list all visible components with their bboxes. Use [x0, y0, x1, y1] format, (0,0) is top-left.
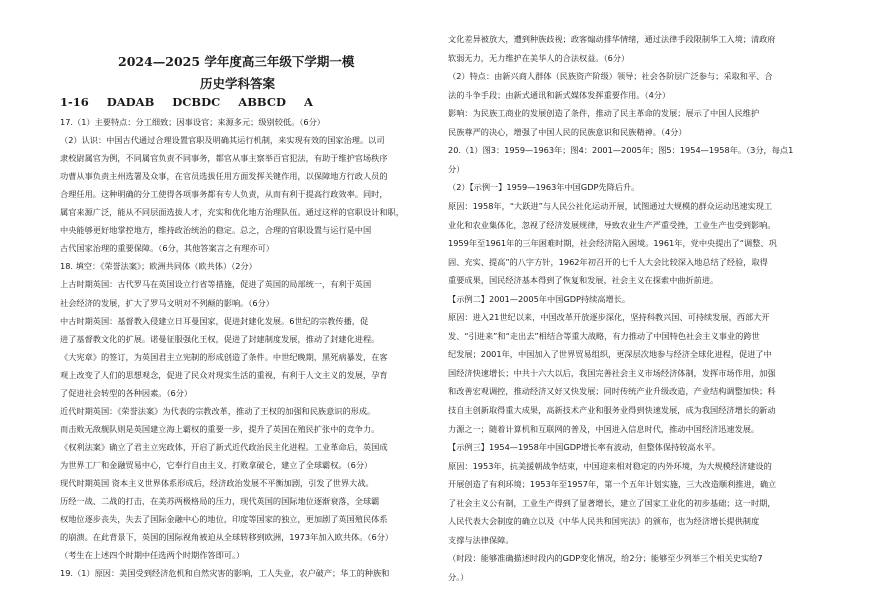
text-line: 功曹从事负责主州选署及众事，在官员选拔任用方面发挥关键作用，以保障地方行政人员的	[60, 171, 388, 182]
text-line: 近代时期英国：《荣誉法案》为代表的宗教改革，推动了王权的加强和民族意识的形成。	[60, 405, 376, 416]
text-line: （2）【示例一】1959—1963年中国GDP先降后升。	[448, 182, 640, 193]
text-line: （2）特点：由新兴商人群体（民族资产阶级）领导；社会各阶层广泛参与；采取和平、合	[448, 71, 773, 82]
text-line: 社会经济的发展，扩大了罗马文明对不列颠的影响。（6分）	[60, 297, 274, 308]
text-line: 【示例三】1954—1958年中国GDP增长率有波动，但整体保持较高水平。	[448, 442, 721, 453]
text-line: 原因：进入21世纪以来，中国改革开放逐步深化，坚持科教兴国、可持续发展，西部大开	[448, 312, 770, 323]
text-line: 纪发展；2001年，中国加入了世界贸易组织，更深层次地参与经济全球化进程，促进了中	[448, 349, 772, 360]
text-line: 《大宪章》的签订，为英国君主立宪制的形成创造了条件。中世纪晚期，黑死病暴发，在客	[60, 351, 388, 362]
text-line: 人民代表大会制度的确立以及《中华人民共和国宪法》的颁布，也为经济增长提供制度	[448, 516, 760, 527]
text-line: 合理任用。这种明确的分工使得各项事务都有专人负责，从而有利于提高行政效率。同时，	[60, 189, 388, 200]
text-line: 国经济快速增长；中共十六大以后，我国完善社会主义市场经济体制，发挥市场作用，加强	[448, 367, 776, 378]
text-line: 为世界工厂和金融贸易中心，它奉行自由主义、打败拿破仑，建立了全球霸权。（6分）	[60, 459, 373, 470]
text-line: 17.（1）主要特点：分工细致；因事设官；来源多元；级别较低。（6分）	[60, 117, 325, 127]
text-line: 中央能够更好地掌控地方，维持政治统治的稳定。总之，合理的官职设置与运行是中国	[60, 225, 372, 236]
text-line: （考生在上述四个时期中任选两个时期作答即可。）	[60, 550, 245, 561]
text-line: 权地位逐步丧失，失去了国际金融中心的地位，印度等国家的独立，更加剧了英国殖民体系	[60, 514, 388, 525]
text-line: 支撑与法律保障。	[448, 534, 514, 545]
text-line: 《权利法案》确立了君主立宪政体，开启了新式近代政治民主化进程。工业革命后，英国成	[60, 441, 388, 452]
document-subtitle: 历史学科答案	[200, 76, 276, 91]
text-line: 业化和农业集体化，忽视了经济发展规律，导致农业生产严重受挫，工业生产也受到影响。	[448, 219, 776, 230]
text-line: 和改善宏观调控，推动经济又好又快发展；同时传统产业升级改造，产业结构调整加快；科	[448, 386, 776, 397]
text-line: 中古时期英国：基督教入侵建立日耳曼国家，促进封建化发展。6世纪的宗教传播，促	[60, 315, 369, 326]
text-line: 20.（1）图3：1959—1963年；图4：2001—2005年；图5：1954—1958年。（3分，每点1	[448, 145, 794, 156]
text-line: 重要成果，国民经济基本得到了恢复和发展，社会主义在探索中曲折前进。	[448, 275, 719, 286]
text-line: 历经一战、二战的打击，在美苏两极格局的压力，现代英国的国际地位逐渐衰落，全球霸	[60, 496, 380, 507]
document-title: 2024—2025 学年度高三年级下学期一模	[118, 54, 355, 69]
text-line: （时段：能够准确描述时段内的GDP变化情况，给2分；能够至少列举三个相关史实给7	[448, 553, 763, 564]
text-line: 进了基督教文化的扩展。诺曼征服强化王权，促进了封建制度发展，推动了封建化进程。	[60, 333, 380, 344]
text-line: 开展创造了有利环境；1953年至1957年，第一个五年计划实施，三大改造顺利推进，确立	[448, 479, 777, 490]
text-line: 文化差异被放大，遭到种族歧视；政客煽动排华情绪，通过法律手段限制华工入境；清政府	[448, 34, 776, 44]
text-line: 1959年至1961年的三年困难时期，社会经济陷入困境。1961年，党中央提出了“调整、巩	[448, 238, 777, 249]
text-line: 原因：1958年，“大跃进”与人民公社化运动开展，试图通过大规模的群众运动迅速实现工	[448, 200, 773, 211]
text-line: 的崩溃。在此背景下，英国的国际视角被迫从全球转移到欧洲，1973年加入欧共体。（6分）	[60, 532, 394, 543]
text-line: 技自主创新取得重大成果，高新技术产业和服务业得到快速发展，成为我国经济增长的新动	[448, 405, 776, 415]
text-line: 影响：为民族工商业的发展创造了条件，推动了民主革命的发展；展示了中国人民维护	[448, 108, 760, 119]
text-line: 分。）	[448, 571, 469, 582]
text-line: 隶校尉属官为例，不同属官负责不同事务，都官从事主察举百官犯法，有助于维护官场秩序	[60, 153, 388, 164]
multiple-choice-answers: 1-16 DADAB DCBDC ABBCD A	[60, 95, 313, 109]
text-line: 19.（1）原因：美国受到经济危机和自然灾害的影响，工人失业，农户破产；华工的种族和	[60, 568, 390, 579]
text-line: 法的斗争手段；由新式通讯和新式媒体发挥重要作用。（4分）	[448, 89, 671, 100]
text-line: 力源之一；随着计算机和互联网的普及，中国进入信息时代，推动中国经济迅速发展。	[448, 423, 760, 434]
text-line: 固、充实、提高”的八字方针，1962年初召开的七千人大会比较深入地总结了经验，取得	[448, 256, 768, 267]
text-line: 分）	[448, 163, 465, 174]
text-line: 上古时期英国：古代罗马在英国设立行省等措施，促进了英国的局部统一，有利于英国	[60, 279, 372, 290]
text-line: （2）认识：中国古代通过合理设置官职及明确其运行机制，来实现有效的国家治理。以司	[60, 135, 385, 146]
text-line: 18. 填空：《荣誉法案》；欧洲共同体（欧共体）（2分）	[60, 261, 257, 272]
text-line: 发、“引进来”和“走出去”相结合等重大战略，有力推动了中国特色社会主义事业的跨世	[448, 330, 760, 341]
text-line: 了社会主义公有制，工业生产得到了显著增长，建立了国家工业化的初步基础；这一时期，	[448, 497, 776, 508]
text-line: 观上改变了人们的思想观念，促进了民众对现实生活的重视，有利于人文主义的发展，孕育	[60, 369, 388, 380]
text-line: 【示例二】2001—2005年中国GDP持续高增长。	[448, 293, 631, 304]
text-line: 原因：1953年，抗美援朝战争结束，中国迎来相对稳定的内外环境，为大规模经济建设的	[448, 460, 772, 471]
text-line: 属官来源广泛，能从不同层面选拔人才，充实和优化地方治理队伍。通过这样的官职设计和职，	[60, 207, 404, 218]
text-line: 了促进社会转型的各种因素。（6分）	[60, 387, 193, 398]
text-line: 软弱无力，无力维护在美华人的合法权益。（6分）	[448, 52, 630, 63]
text-line: 民族尊严的决心，增强了中国人民的民族意识和民族精神。（4分）	[448, 126, 687, 137]
text-line: 而击败无敌舰队则是英国建立海上霸权的重要一步，提升了英国在殖民扩张中的竞争力。	[60, 423, 380, 434]
text-line: 现代时期英国 资本主义世界体系形成后，经济政治发展不平衡加剧，引发了世界大战。	[60, 478, 374, 488]
text-line: 古代国家治理的重要保障。（6分，其他答案言之有理亦可）	[60, 243, 274, 254]
